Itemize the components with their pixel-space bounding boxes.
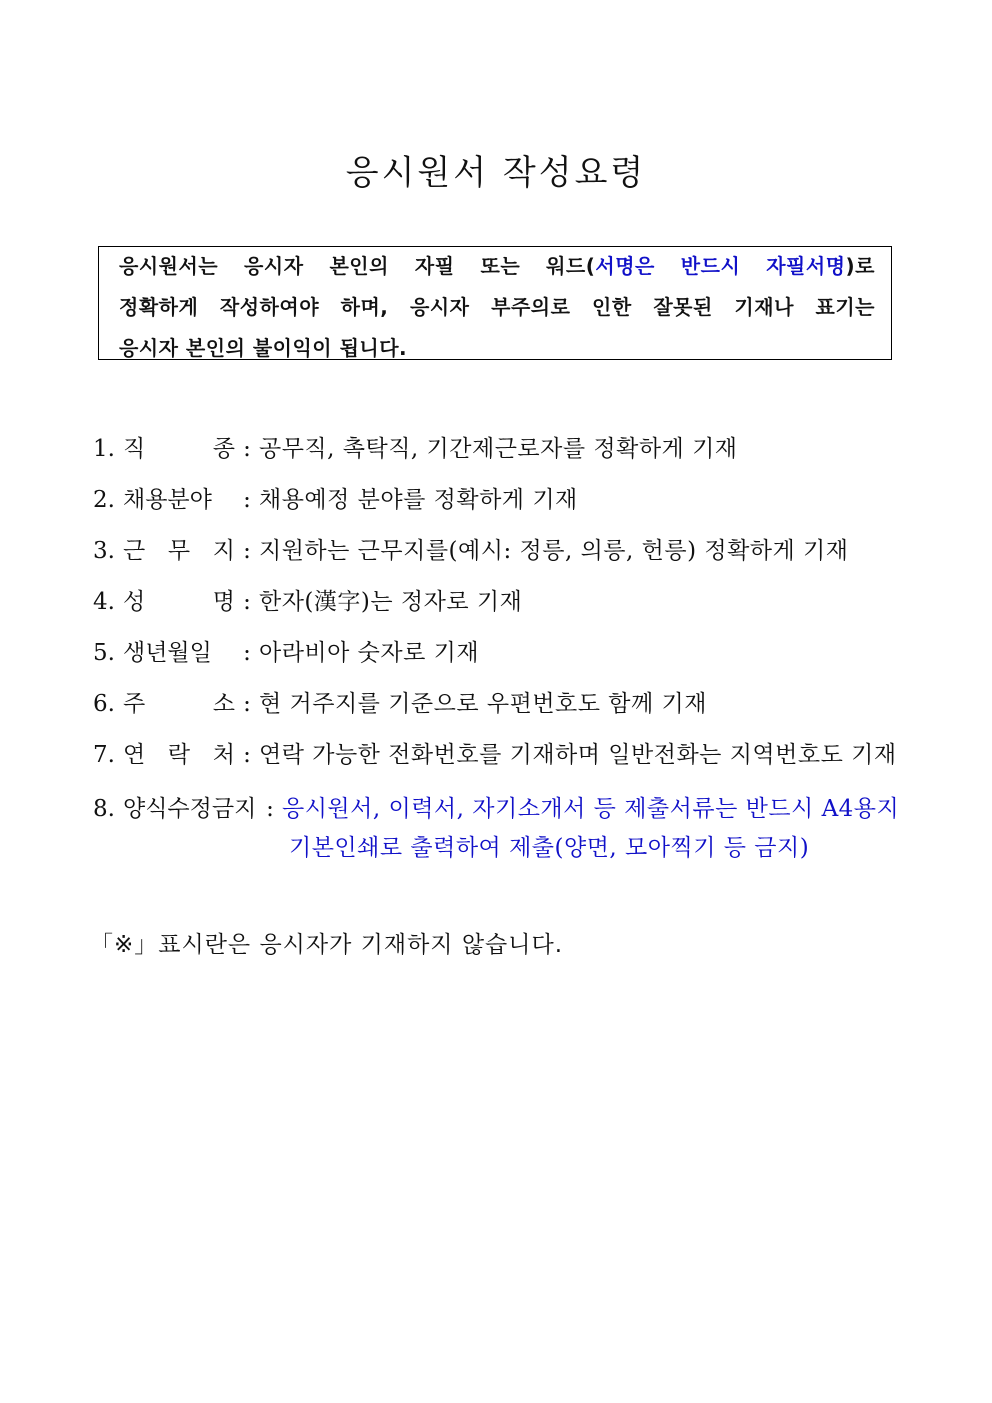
item-colon: : — [243, 538, 251, 564]
item-colon: : — [243, 436, 251, 462]
item-description-continued: 기본인쇄로 출력하여 제출(양면, 모아찍기 등 금지) — [289, 835, 810, 861]
item-description: 연락 가능한 전화번호를 기재하며 일반전화는 지역번호도 기재 — [259, 742, 897, 768]
notice-text: )로 — [845, 254, 875, 278]
notice-text: 응시원서는 응시자 본인의 자필 또는 워드( — [119, 254, 596, 278]
list-item — [93, 634, 479, 667]
item-number: 7. — [93, 742, 115, 768]
item-number: 3. — [93, 538, 115, 564]
list-item — [93, 583, 522, 616]
signature-requirement: 서명은 반드시 자필서명 — [595, 254, 846, 278]
notice-line-3: 응시자 본인의 불이익이 됩니다. — [119, 336, 408, 360]
page-title: 응시원서 작성요령 — [345, 153, 647, 193]
item-label: 근 무 지 — [123, 538, 235, 564]
item-colon: : — [266, 796, 274, 822]
item-description: 아라비아 숫자로 기재 — [259, 640, 480, 666]
list-item — [93, 532, 848, 565]
item-number: 1. — [93, 436, 115, 462]
item-label: 생년월일 — [123, 640, 212, 666]
item-label: 채용분야 — [123, 487, 212, 513]
item-label: 연 락 처 — [123, 742, 235, 768]
item-colon: : — [243, 691, 251, 717]
item-number: 6. — [93, 691, 115, 717]
item-colon: : — [243, 589, 251, 615]
item-label: 주 소 — [123, 691, 235, 717]
list-item — [93, 685, 707, 718]
item-description: 응시원서, 이력서, 자기소개서 등 제출서류는 반드시 A4용지 — [282, 796, 900, 822]
item-description: 현 거주지를 기준으로 우편번호도 함께 기재 — [259, 691, 707, 717]
item-label: 성 명 — [123, 589, 235, 615]
item-colon: : — [243, 742, 251, 768]
item-description: 한자(漢字)는 정자로 기재 — [259, 589, 523, 615]
list-item — [93, 430, 738, 463]
notice-line-2: 정확하게 작성하여야 하며, 응시자 부주의로 인한 잘못된 기재나 표기는 — [119, 295, 875, 319]
list-item — [93, 787, 900, 861]
list-item — [93, 481, 578, 514]
item-number: 5. — [93, 640, 115, 666]
item-colon: : — [243, 487, 251, 513]
item-number: 2. — [93, 487, 115, 513]
item-number: 8. — [93, 796, 115, 822]
notice-box — [98, 246, 892, 360]
item-description: 지원하는 근무지를(예시: 정릉, 의릉, 헌릉) 정확하게 기재 — [259, 538, 849, 564]
item-description: 채용예정 분야를 정확하게 기재 — [259, 487, 578, 513]
item-colon: : — [243, 640, 251, 666]
notice-line-1 — [119, 250, 875, 279]
item-label: 직 종 — [123, 436, 235, 462]
footnote: 「※」표시란은 응시자가 기재하지 않습니다. — [90, 932, 564, 958]
list-item — [93, 736, 897, 769]
item-label: 양식수정금지 — [123, 796, 257, 822]
item-number: 4. — [93, 589, 115, 615]
item-description: 공무직, 촉탁직, 기간제근로자를 정확하게 기재 — [259, 436, 738, 462]
